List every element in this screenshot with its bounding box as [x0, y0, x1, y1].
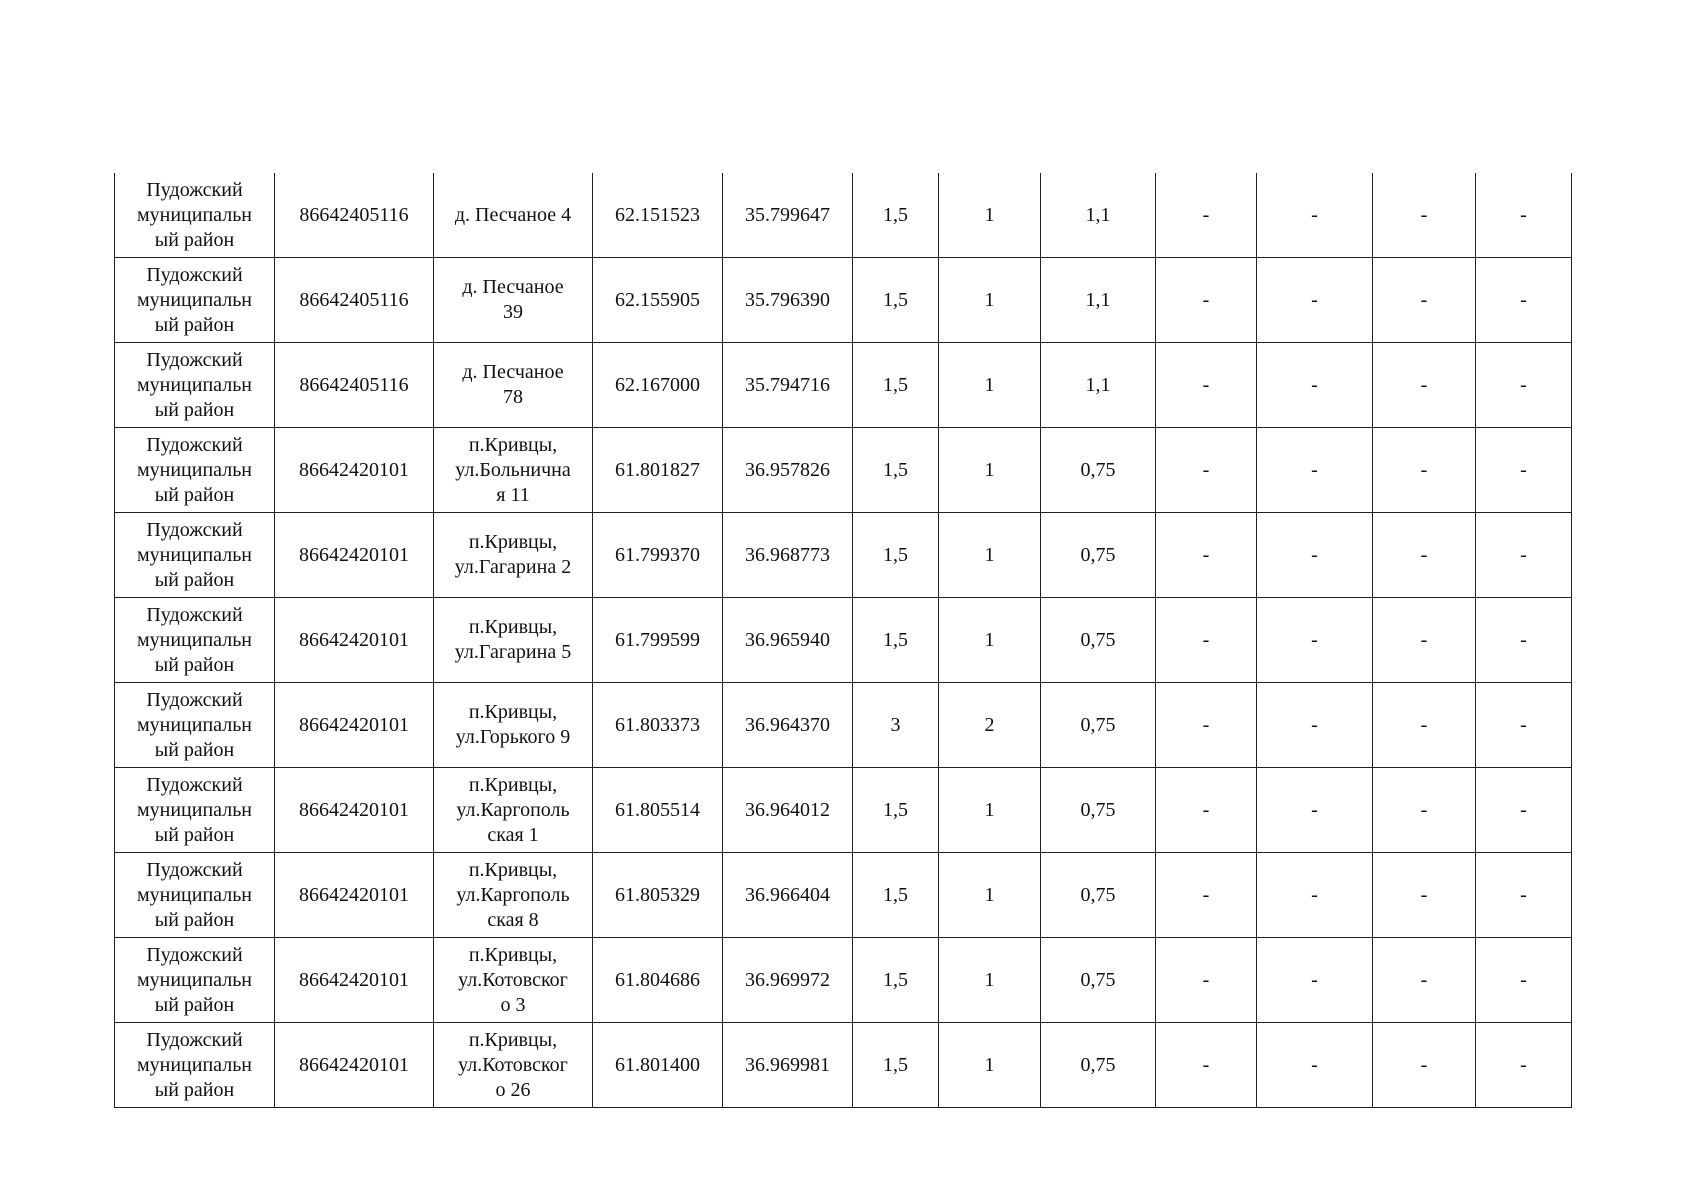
oktmo-cell	[275, 428, 434, 513]
address-cell	[434, 938, 593, 1023]
v7-text: -	[1520, 543, 1527, 566]
value-cell-4	[1156, 683, 1257, 768]
value-cell-7	[1476, 938, 1572, 1023]
value-cell-6	[1373, 683, 1476, 768]
value-cell-1	[853, 173, 939, 258]
lon-text: 36.964370	[745, 713, 830, 736]
latitude-cell	[593, 768, 723, 853]
value-cell-4	[1156, 258, 1257, 343]
v2-text: 1	[984, 1053, 995, 1076]
address-text: д. Песчаное 78	[462, 361, 564, 408]
district-cell	[115, 428, 275, 513]
longitude-cell	[723, 1023, 853, 1108]
oktmo-cell	[275, 938, 434, 1023]
table-row	[115, 173, 1572, 258]
oktmo-text: 86642405116	[299, 373, 409, 396]
table-row	[115, 428, 1572, 513]
value-cell-7	[1476, 1023, 1572, 1108]
value-cell-5	[1257, 598, 1373, 683]
v7-text: -	[1520, 713, 1527, 736]
v6-text: -	[1420, 203, 1428, 226]
address-cell	[434, 853, 593, 938]
value-cell-1	[853, 768, 939, 853]
value-cell-6	[1373, 1023, 1476, 1108]
v4-text: -	[1202, 458, 1210, 481]
longitude-cell	[723, 598, 853, 683]
v5-text: -	[1311, 798, 1318, 821]
value-cell-1	[853, 598, 939, 683]
oktmo-cell	[275, 1023, 434, 1108]
value-cell-7	[1476, 768, 1572, 853]
value-cell-2	[939, 1023, 1041, 1108]
district-text: Пудожский муниципальн ый район	[136, 773, 253, 846]
v7-text: -	[1520, 458, 1527, 481]
v7-text: -	[1520, 883, 1527, 906]
address-cell	[434, 598, 593, 683]
v1-text: 1,5	[883, 968, 908, 991]
table-row	[115, 1023, 1572, 1108]
address-cell	[434, 683, 593, 768]
value-cell-2	[939, 258, 1041, 343]
v5-text: -	[1311, 968, 1318, 991]
value-cell-6	[1373, 598, 1476, 683]
oktmo-text: 86642420101	[299, 628, 409, 651]
v3-text: 0,75	[1080, 883, 1116, 906]
value-cell-4	[1156, 343, 1257, 428]
district-cell	[115, 683, 275, 768]
address-cell	[434, 1023, 593, 1108]
v7-text: -	[1520, 798, 1527, 821]
value-cell-7	[1476, 513, 1572, 598]
value-cell-2	[939, 598, 1041, 683]
value-cell-3	[1041, 853, 1156, 938]
v2-text: 1	[984, 798, 995, 821]
value-cell-6	[1373, 513, 1476, 598]
v5-text: -	[1311, 1053, 1318, 1076]
v1-text: 1,5	[883, 1053, 908, 1076]
v1-text: 3	[890, 713, 901, 736]
v2-text: 1	[984, 628, 995, 651]
value-cell-3	[1041, 938, 1156, 1023]
value-cell-7	[1476, 258, 1572, 343]
latitude-cell	[593, 938, 723, 1023]
value-cell-6	[1373, 343, 1476, 428]
oktmo-cell	[275, 258, 434, 343]
lon-text: 36.965940	[745, 628, 830, 651]
address-text: д. Песчаное 39	[462, 276, 564, 323]
v4-text: -	[1202, 373, 1210, 396]
v3-text: 0,75	[1080, 798, 1116, 821]
value-cell-4	[1156, 853, 1257, 938]
v6-text: -	[1420, 1053, 1428, 1076]
lat-text: 61.799370	[615, 543, 700, 566]
address-cell	[434, 343, 593, 428]
value-cell-2	[939, 173, 1041, 258]
v3-text: 0,75	[1080, 458, 1116, 481]
longitude-cell	[723, 768, 853, 853]
v4-text: -	[1202, 968, 1210, 991]
lat-text: 61.804686	[615, 968, 700, 991]
district-cell	[115, 513, 275, 598]
oktmo-cell	[275, 598, 434, 683]
lon-text: 36.957826	[745, 458, 830, 481]
longitude-cell	[723, 258, 853, 343]
v3-text: 0,75	[1080, 968, 1116, 991]
value-cell-5	[1257, 513, 1373, 598]
value-cell-3	[1041, 513, 1156, 598]
lat-text: 61.805514	[615, 798, 700, 821]
district-cell	[115, 768, 275, 853]
v2-text: 1	[984, 373, 995, 396]
address-text: п.Кривцы, ул.Горького 9	[455, 701, 571, 748]
value-cell-4	[1156, 938, 1257, 1023]
latitude-cell	[593, 598, 723, 683]
v2-text: 1	[984, 458, 995, 481]
value-cell-3	[1041, 343, 1156, 428]
v6-text: -	[1420, 373, 1428, 396]
district-cell	[115, 258, 275, 343]
value-cell-6	[1373, 768, 1476, 853]
value-cell-1	[853, 258, 939, 343]
v4-text: -	[1202, 1053, 1210, 1076]
table-row	[115, 598, 1572, 683]
district-text: Пудожский муниципальн ый район	[136, 603, 253, 676]
value-cell-1	[853, 938, 939, 1023]
value-cell-7	[1476, 173, 1572, 258]
container-sites-table	[114, 173, 1572, 1108]
longitude-cell	[723, 173, 853, 258]
address-text: п.Кривцы, ул.Больнична я 11	[455, 433, 571, 506]
address-cell	[434, 428, 593, 513]
v5-text: -	[1311, 203, 1318, 226]
latitude-cell	[593, 428, 723, 513]
district-text: Пудожский муниципальн ый район	[136, 433, 253, 506]
value-cell-1	[853, 1023, 939, 1108]
address-text: п.Кривцы, ул.Котовског о 26	[458, 1028, 568, 1101]
table-row	[115, 258, 1572, 343]
lon-text: 35.799647	[745, 203, 830, 226]
v6-text: -	[1420, 798, 1428, 821]
oktmo-text: 86642420101	[299, 543, 409, 566]
latitude-cell	[593, 258, 723, 343]
latitude-cell	[593, 853, 723, 938]
value-cell-2	[939, 683, 1041, 768]
value-cell-7	[1476, 343, 1572, 428]
v3-text: 0,75	[1080, 1053, 1116, 1076]
table-row	[115, 513, 1572, 598]
lat-text: 62.151523	[615, 203, 700, 226]
oktmo-cell	[275, 513, 434, 598]
lat-text: 61.805329	[615, 883, 700, 906]
lon-text: 36.969972	[745, 968, 830, 991]
district-text: Пудожский муниципальн ый район	[136, 858, 253, 931]
district-text: Пудожский муниципальн ый район	[136, 263, 253, 336]
value-cell-3	[1041, 428, 1156, 513]
v3-text: 1,1	[1085, 373, 1111, 396]
v6-text: -	[1420, 628, 1428, 651]
v6-text: -	[1420, 713, 1428, 736]
v2-text: 1	[984, 203, 995, 226]
longitude-cell	[723, 853, 853, 938]
lon-text: 35.794716	[745, 373, 830, 396]
v6-text: -	[1420, 458, 1428, 481]
v7-text: -	[1520, 1053, 1527, 1076]
v5-text: -	[1311, 458, 1318, 481]
v7-text: -	[1520, 203, 1527, 226]
district-text: Пудожский муниципальн ый район	[136, 1028, 253, 1101]
v6-text: -	[1420, 883, 1428, 906]
value-cell-4	[1156, 598, 1257, 683]
value-cell-6	[1373, 428, 1476, 513]
lon-text: 35.796390	[745, 288, 830, 311]
value-cell-5	[1257, 173, 1373, 258]
lat-text: 61.803373	[615, 713, 700, 736]
district-cell	[115, 938, 275, 1023]
v2-text: 1	[984, 968, 995, 991]
oktmo-cell	[275, 853, 434, 938]
value-cell-5	[1257, 258, 1373, 343]
v1-text: 1,5	[883, 798, 908, 821]
table-row	[115, 768, 1572, 853]
v5-text: -	[1311, 628, 1318, 651]
lat-text: 61.801827	[615, 458, 700, 481]
district-text: Пудожский муниципальн ый район	[136, 943, 253, 1016]
v1-text: 1,5	[883, 628, 908, 651]
value-cell-1	[853, 683, 939, 768]
value-cell-1	[853, 343, 939, 428]
address-text: п.Кривцы, ул.Каргополь ская 1	[456, 773, 570, 846]
v2-text: 1	[984, 883, 995, 906]
value-cell-4	[1156, 513, 1257, 598]
v2-text: 1	[984, 288, 995, 311]
district-cell	[115, 1023, 275, 1108]
v5-text: -	[1311, 543, 1318, 566]
lat-text: 61.801400	[615, 1053, 700, 1076]
v1-text: 1,5	[883, 203, 908, 226]
v3-text: 1,1	[1085, 203, 1111, 226]
lon-text: 36.969981	[745, 1053, 830, 1076]
oktmo-text: 86642420101	[299, 713, 409, 736]
v1-text: 1,5	[883, 883, 908, 906]
value-cell-6	[1373, 938, 1476, 1023]
oktmo-cell	[275, 768, 434, 853]
value-cell-4	[1156, 428, 1257, 513]
v7-text: -	[1520, 968, 1527, 991]
value-cell-3	[1041, 173, 1156, 258]
oktmo-text: 86642420101	[299, 883, 409, 906]
v7-text: -	[1520, 628, 1527, 651]
v7-text: -	[1520, 373, 1527, 396]
address-text: д. Песчаное 4	[454, 203, 572, 226]
v4-text: -	[1202, 883, 1210, 906]
value-cell-4	[1156, 768, 1257, 853]
v2-text: 2	[984, 713, 995, 736]
lon-text: 36.968773	[745, 543, 830, 566]
lon-text: 36.966404	[745, 883, 830, 906]
district-cell	[115, 598, 275, 683]
v3-text: 0,75	[1080, 713, 1116, 736]
value-cell-2	[939, 428, 1041, 513]
value-cell-5	[1257, 428, 1373, 513]
oktmo-text: 86642420101	[299, 1053, 409, 1076]
v3-text: 1,1	[1085, 288, 1111, 311]
v4-text: -	[1202, 628, 1210, 651]
value-cell-2	[939, 853, 1041, 938]
latitude-cell	[593, 1023, 723, 1108]
longitude-cell	[723, 938, 853, 1023]
longitude-cell	[723, 343, 853, 428]
value-cell-1	[853, 513, 939, 598]
address-cell	[434, 768, 593, 853]
district-text: Пудожский муниципальн ый район	[136, 518, 253, 591]
value-cell-3	[1041, 258, 1156, 343]
value-cell-7	[1476, 598, 1572, 683]
latitude-cell	[593, 513, 723, 598]
oktmo-text: 86642405116	[299, 203, 409, 226]
value-cell-5	[1257, 853, 1373, 938]
value-cell-3	[1041, 1023, 1156, 1108]
district-text: Пудожский муниципальн ый район	[136, 348, 253, 421]
v2-text: 1	[984, 543, 995, 566]
v3-text: 0,75	[1080, 628, 1116, 651]
latitude-cell	[593, 343, 723, 428]
value-cell-6	[1373, 173, 1476, 258]
v4-text: -	[1202, 203, 1210, 226]
v4-text: -	[1202, 713, 1210, 736]
district-cell	[115, 853, 275, 938]
v1-text: 1,5	[883, 458, 908, 481]
oktmo-cell	[275, 343, 434, 428]
value-cell-1	[853, 428, 939, 513]
value-cell-2	[939, 343, 1041, 428]
address-cell	[434, 258, 593, 343]
v7-text: -	[1520, 288, 1527, 311]
value-cell-2	[939, 768, 1041, 853]
v4-text: -	[1202, 798, 1210, 821]
value-cell-5	[1257, 938, 1373, 1023]
address-text: п.Кривцы, ул.Каргополь ская 8	[456, 858, 570, 931]
address-text: п.Кривцы, ул.Гагарина 2	[454, 531, 572, 578]
oktmo-cell	[275, 683, 434, 768]
value-cell-7	[1476, 683, 1572, 768]
v3-text: 0,75	[1080, 543, 1116, 566]
district-text: Пудожский муниципальн ый район	[136, 688, 253, 761]
oktmo-text: 86642405116	[299, 288, 409, 311]
value-cell-6	[1373, 258, 1476, 343]
value-cell-7	[1476, 853, 1572, 938]
longitude-cell	[723, 428, 853, 513]
value-cell-3	[1041, 768, 1156, 853]
value-cell-5	[1257, 683, 1373, 768]
v4-text: -	[1202, 288, 1210, 311]
oktmo-text: 86642420101	[299, 798, 409, 821]
v5-text: -	[1311, 288, 1318, 311]
address-text: п.Кривцы, ул.Гагарина 5	[454, 616, 572, 663]
value-cell-6	[1373, 853, 1476, 938]
oktmo-text: 86642420101	[299, 458, 409, 481]
v4-text: -	[1202, 543, 1210, 566]
latitude-cell	[593, 173, 723, 258]
value-cell-3	[1041, 598, 1156, 683]
address-cell	[434, 173, 593, 258]
v6-text: -	[1420, 968, 1428, 991]
value-cell-5	[1257, 343, 1373, 428]
address-text: п.Кривцы, ул.Котовског о 3	[458, 943, 568, 1016]
lat-text: 62.155905	[615, 288, 700, 311]
value-cell-3	[1041, 683, 1156, 768]
value-cell-4	[1156, 1023, 1257, 1108]
value-cell-4	[1156, 173, 1257, 258]
oktmo-cell	[275, 173, 434, 258]
district-text: Пудожский муниципальн ый район	[136, 178, 253, 251]
address-cell	[434, 513, 593, 598]
v5-text: -	[1311, 713, 1318, 736]
v1-text: 1,5	[883, 543, 908, 566]
value-cell-1	[853, 853, 939, 938]
value-cell-2	[939, 513, 1041, 598]
value-cell-5	[1257, 768, 1373, 853]
latitude-cell	[593, 683, 723, 768]
table-body	[115, 173, 1572, 1108]
v5-text: -	[1311, 883, 1318, 906]
longitude-cell	[723, 683, 853, 768]
table-row	[115, 343, 1572, 428]
value-cell-7	[1476, 428, 1572, 513]
table-row	[115, 853, 1572, 938]
value-cell-5	[1257, 1023, 1373, 1108]
oktmo-text: 86642420101	[299, 968, 409, 991]
longitude-cell	[723, 513, 853, 598]
v5-text: -	[1311, 373, 1318, 396]
lon-text: 36.964012	[745, 798, 830, 821]
lat-text: 61.799599	[615, 628, 700, 651]
table-row	[115, 683, 1572, 768]
value-cell-2	[939, 938, 1041, 1023]
v6-text: -	[1420, 543, 1428, 566]
v1-text: 1,5	[883, 288, 908, 311]
lat-text: 62.167000	[615, 373, 700, 396]
table-row	[115, 938, 1572, 1023]
district-cell	[115, 173, 275, 258]
district-cell	[115, 343, 275, 428]
v1-text: 1,5	[883, 373, 908, 396]
v6-text: -	[1420, 288, 1428, 311]
